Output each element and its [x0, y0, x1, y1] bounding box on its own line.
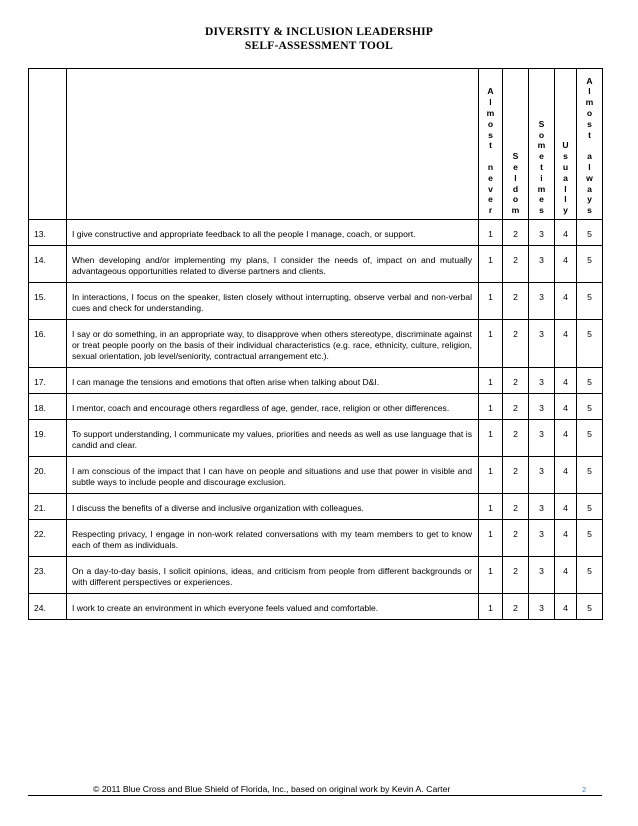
- item-number: 22.: [29, 520, 67, 557]
- rating-option[interactable]: 1: [479, 494, 503, 520]
- table-row: [29, 283, 603, 320]
- item-statement: I say or do something, in an appropriate way, to disapprove when others stereotype, discriminate against or treat people poorly on the basis of their individual characteristics (e.g. race, ethnicity, culture, religion, sexual orientation, job level/seniority, contractual arrangement etc.).: [67, 320, 479, 368]
- table-row: [29, 220, 603, 246]
- rating-option[interactable]: 2: [503, 246, 529, 283]
- rating-option[interactable]: 2: [503, 220, 529, 246]
- rating-option[interactable]: 5: [577, 420, 603, 457]
- rating-option[interactable]: 4: [555, 457, 577, 494]
- rating-option[interactable]: 4: [555, 420, 577, 457]
- item-number: 14.: [29, 246, 67, 283]
- rating-option[interactable]: 1: [479, 394, 503, 420]
- rating-option[interactable]: 4: [555, 494, 577, 520]
- header-sometimes: S o m e t i m e s: [529, 69, 555, 220]
- rating-option[interactable]: 4: [555, 320, 577, 368]
- rating-option[interactable]: 5: [577, 283, 603, 320]
- item-number: 15.: [29, 283, 67, 320]
- header-usually: U s u a l l y: [555, 69, 577, 220]
- rating-option[interactable]: 1: [479, 246, 503, 283]
- rating-option[interactable]: 2: [503, 520, 529, 557]
- item-statement: I mentor, coach and encourage others regardless of age, gender, race, religion or other differences.: [67, 394, 479, 420]
- rating-option[interactable]: 3: [529, 457, 555, 494]
- rating-option[interactable]: 4: [555, 520, 577, 557]
- item-statement: On a day-to-day basis, I solicit opinions, ideas, and criticism from people from different backgrounds or with different perspectives or experiences.: [67, 557, 479, 594]
- rating-option[interactable]: 2: [503, 368, 529, 394]
- rating-option[interactable]: 2: [503, 420, 529, 457]
- rating-option[interactable]: 3: [529, 368, 555, 394]
- rating-option[interactable]: 3: [529, 420, 555, 457]
- item-statement: Respecting privacy, I engage in non-work related conversations with my team members to get to know each of them as individuals.: [67, 520, 479, 557]
- rating-option[interactable]: 3: [529, 283, 555, 320]
- table-row: [29, 520, 603, 557]
- item-number: 19.: [29, 420, 67, 457]
- rating-option[interactable]: 4: [555, 368, 577, 394]
- footer-divider: [28, 795, 602, 796]
- header-seldom: S e l d o m: [503, 69, 529, 220]
- item-statement: When developing and/or implementing my plans, I consider the needs of, impact on and mutually advantageous opportunities related to diverse partners and clients.: [67, 246, 479, 283]
- rating-option[interactable]: 3: [529, 220, 555, 246]
- table-row: [29, 594, 603, 620]
- self-assessment-table: [28, 68, 603, 620]
- rating-option[interactable]: 5: [577, 394, 603, 420]
- rating-option[interactable]: 1: [479, 220, 503, 246]
- rating-option[interactable]: 5: [577, 557, 603, 594]
- rating-option[interactable]: 3: [529, 520, 555, 557]
- item-number: 21.: [29, 494, 67, 520]
- rating-option[interactable]: 3: [529, 320, 555, 368]
- document-title: DIVERSITY & INCLUSION LEADERSHIP: [204, 26, 434, 38]
- table-row: [29, 494, 603, 520]
- rating-option[interactable]: 5: [577, 368, 603, 394]
- document-subtitle: SELF-ASSESSMENT TOOL: [244, 40, 394, 52]
- rating-option[interactable]: 1: [479, 457, 503, 494]
- table-row: [29, 457, 603, 494]
- table-row: [29, 420, 603, 457]
- rating-option[interactable]: 3: [529, 394, 555, 420]
- table-row: [29, 557, 603, 594]
- rating-option[interactable]: 5: [577, 457, 603, 494]
- item-number: 20.: [29, 457, 67, 494]
- rating-option[interactable]: 1: [479, 594, 503, 620]
- item-number: 17.: [29, 368, 67, 394]
- rating-option[interactable]: 2: [503, 594, 529, 620]
- item-statement: In interactions, I focus on the speaker, listen closely without interrupting, observe verbal and non-verbal cues and check for understanding.: [67, 283, 479, 320]
- rating-option[interactable]: 5: [577, 594, 603, 620]
- table-row: [29, 320, 603, 368]
- header-statement-cell: [67, 69, 479, 220]
- item-number: 16.: [29, 320, 67, 368]
- table-row: [29, 368, 603, 394]
- item-statement: To support understanding, I communicate my values, priorities and needs as well as use language that is candid and clear.: [67, 420, 479, 457]
- item-number: 18.: [29, 394, 67, 420]
- rating-option[interactable]: 1: [479, 368, 503, 394]
- header-almost-always: A l m o s t a l w a y s: [577, 69, 603, 220]
- copyright-footer: © 2011 Blue Cross and Blue Shield of Florida, Inc., based on original work by Kevin A. Carter: [93, 784, 451, 794]
- table-row: [29, 246, 603, 283]
- rating-option[interactable]: 2: [503, 320, 529, 368]
- rating-option[interactable]: 2: [503, 457, 529, 494]
- rating-option[interactable]: 3: [529, 246, 555, 283]
- item-statement: I give constructive and appropriate feedback to all the people I manage, coach, or support.: [67, 220, 479, 246]
- item-statement: I work to create an environment in which everyone feels valued and comfortable.: [67, 594, 479, 620]
- table-row: [29, 394, 603, 420]
- rating-option[interactable]: 1: [479, 320, 503, 368]
- rating-option[interactable]: 2: [503, 494, 529, 520]
- rating-option[interactable]: 3: [529, 494, 555, 520]
- rating-option[interactable]: 5: [577, 520, 603, 557]
- rating-option[interactable]: 3: [529, 594, 555, 620]
- header-number-cell: [29, 69, 67, 220]
- rating-option[interactable]: 3: [529, 557, 555, 594]
- rating-option[interactable]: 5: [577, 320, 603, 368]
- rating-option[interactable]: 2: [503, 557, 529, 594]
- header-almost-never: A l m o s t n e v e r: [479, 69, 503, 220]
- item-statement: I can manage the tensions and emotions that often arise when talking about D&I.: [67, 368, 479, 394]
- item-number: 13.: [29, 220, 67, 246]
- rating-option[interactable]: 5: [577, 494, 603, 520]
- rating-option[interactable]: 4: [555, 220, 577, 246]
- rating-option[interactable]: 4: [555, 594, 577, 620]
- rating-option[interactable]: 4: [555, 283, 577, 320]
- rating-option[interactable]: 4: [555, 246, 577, 283]
- rating-option[interactable]: 1: [479, 520, 503, 557]
- rating-option[interactable]: 5: [577, 220, 603, 246]
- rating-option[interactable]: 5: [577, 246, 603, 283]
- item-statement: I am conscious of the impact that I can have on people and situations and use that power in visible and subtle ways to include people and discourage exclusion.: [67, 457, 479, 494]
- item-number: 23.: [29, 557, 67, 594]
- rating-option[interactable]: 1: [479, 420, 503, 457]
- page-number: 2: [582, 785, 587, 794]
- rating-option[interactable]: 2: [503, 283, 529, 320]
- rating-option[interactable]: 4: [555, 394, 577, 420]
- item-number: 24.: [29, 594, 67, 620]
- rating-option[interactable]: 2: [503, 394, 529, 420]
- rating-option[interactable]: 4: [555, 557, 577, 594]
- table-header-row: [29, 69, 603, 220]
- rating-option[interactable]: 1: [479, 283, 503, 320]
- rating-option[interactable]: 1: [479, 557, 503, 594]
- item-statement: I discuss the benefits of a diverse and inclusive organization with colleagues.: [67, 494, 479, 520]
